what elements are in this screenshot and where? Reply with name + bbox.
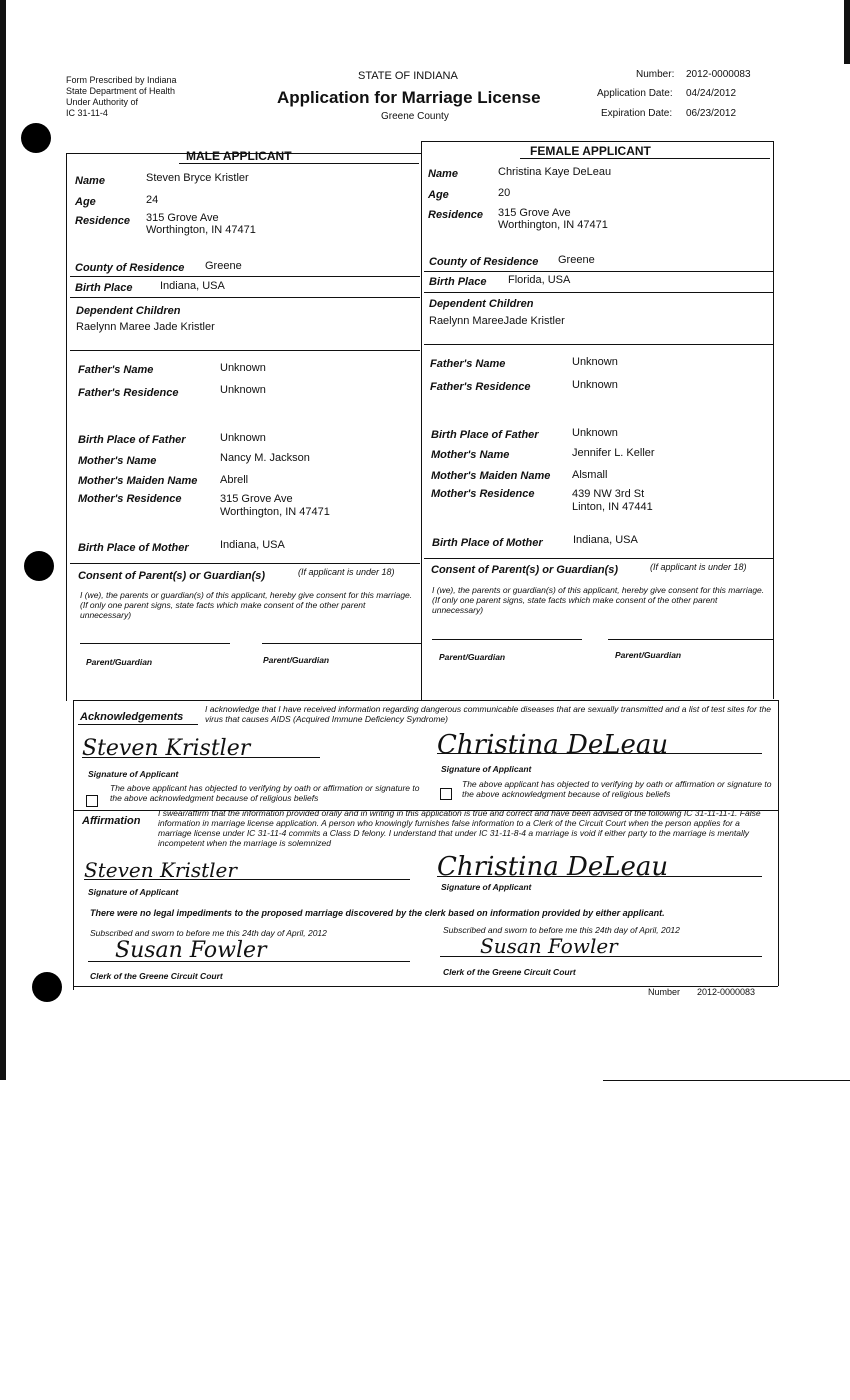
address-line: Worthington, IN 47471	[498, 219, 608, 231]
number-value: 2012-0000083	[686, 69, 751, 80]
female-consent-title: Consent of Parent(s) or Guardian(s)	[431, 564, 619, 576]
signature-line	[88, 961, 410, 962]
address-line: 315 Grove Ave	[220, 493, 293, 505]
female-affirm-sig-label: Signature of Applicant	[441, 882, 532, 892]
male-objection-text: The above applicant has objected to verifying by oath or affirmation or signature to the above acknowledgment because of religious beliefs	[110, 783, 420, 803]
female-mother-name-label: Mother's Name	[431, 449, 510, 461]
exp-date-label: Expiration Date:	[601, 108, 673, 119]
female-children-value: Raelynn MareeJade Kristler	[429, 315, 565, 327]
scan-edge	[0, 0, 6, 1080]
female-residence-label: Residence	[428, 209, 484, 221]
male-residence-value	[146, 212, 256, 236]
border	[421, 141, 422, 701]
signature-line	[608, 639, 773, 640]
male-mother-birth-value: Indiana, USA	[220, 539, 285, 551]
female-birthplace-label: Birth Place	[429, 276, 487, 288]
clerk-label-right: Clerk of the Greene Circuit Court	[443, 967, 576, 977]
female-name-label: Name	[428, 168, 458, 180]
heading-underline	[520, 158, 770, 159]
female-objection-text: The above applicant has objected to verifying by oath or affirmation or signature to the above acknowledgment because of religious beliefs	[462, 779, 772, 799]
male-father-residence-value: Unknown	[220, 384, 266, 396]
female-signature: Christina DeLeau	[437, 730, 669, 760]
female-birthplace-value: Florida, USA	[508, 274, 571, 286]
scan-edge	[844, 0, 850, 64]
female-mother-maiden-value: Alsmall	[572, 469, 608, 481]
sworn-statement-left: Subscribed and sworn to before me this 24th day of April, 2012	[90, 928, 327, 938]
male-signature: Steven Kristler	[82, 736, 251, 761]
female-applicant-heading: FEMALE APPLICANT	[530, 144, 651, 158]
male-parent-guardian-label: Parent/Guardian	[263, 655, 330, 665]
signature-line	[440, 956, 762, 957]
male-children-label: Dependent Children	[76, 305, 181, 317]
clerk-label-left: Clerk of the Greene Circuit Court	[90, 971, 223, 981]
female-parent-guardian-label: Parent/Guardian	[615, 650, 682, 660]
signature-line	[437, 876, 762, 877]
ack-title: Acknowledgements	[80, 711, 184, 723]
female-father-residence-label: Father's Residence	[430, 381, 531, 393]
male-father-birth-label: Birth Place of Father	[78, 434, 186, 446]
impediments-statement: There were no legal impediments to the proposed marriage discovered by the clerk based on information provided by either applicant.	[90, 908, 665, 918]
female-county-label: County of Residence	[429, 256, 539, 268]
male-birthplace-label: Birth Place	[75, 282, 133, 294]
border	[773, 141, 774, 699]
male-county-value: Greene	[205, 260, 242, 272]
male-mother-birth-label: Birth Place of Mother	[78, 542, 189, 554]
scan-line	[603, 1080, 850, 1081]
male-mother-residence-label: Mother's Residence	[78, 493, 182, 505]
heading-underline	[179, 163, 419, 164]
female-father-birth-value: Unknown	[572, 427, 618, 439]
address-line: Linton, IN 47441	[572, 501, 653, 513]
form-line: State Department of Health	[66, 86, 176, 96]
form-line: Under Authority of	[66, 97, 139, 107]
clerk-signature-right: Susan Fowler	[480, 934, 618, 958]
male-mother-name-value: Nancy M. Jackson	[220, 452, 310, 464]
rule	[424, 292, 774, 293]
male-mother-name-label: Mother's Name	[78, 455, 157, 467]
exp-date-value: 06/23/2012	[686, 108, 737, 119]
male-consent-title: Consent of Parent(s) or Guardian(s)	[78, 570, 266, 582]
rule	[424, 344, 774, 345]
male-affirm-sig-label: Signature of Applicant	[88, 887, 179, 897]
female-mother-residence-label: Mother's Residence	[431, 488, 535, 500]
border	[778, 700, 779, 986]
female-residence-value	[498, 207, 608, 231]
rule	[70, 297, 420, 298]
female-age-label: Age	[428, 189, 449, 201]
male-father-residence-label: Father's Residence	[78, 387, 179, 399]
female-mother-birth-value: Indiana, USA	[573, 534, 638, 546]
form-line: IC 31-11-4	[66, 108, 108, 118]
punch-hole	[32, 972, 62, 1002]
signature-line	[262, 643, 422, 644]
female-consent-text: I (we), the parents or guardian(s) of this applicant, hereby give consent for this marriage. (If only one parent signs, state facts which make consent of the other parent unnecessary)	[432, 585, 765, 615]
signature-line	[437, 753, 762, 754]
female-objection-checkbox[interactable]	[440, 788, 452, 800]
border	[421, 141, 773, 142]
affirm-title: Affirmation	[82, 815, 141, 827]
border	[73, 700, 778, 701]
female-father-residence-value: Unknown	[572, 379, 618, 391]
female-father-name-label: Father's Name	[430, 358, 506, 370]
female-parent-guardian-label: Parent/Guardian	[439, 652, 506, 662]
address-line: Worthington, IN 47471	[146, 224, 256, 236]
app-date-label: Application Date:	[597, 88, 673, 99]
female-children-label: Dependent Children	[429, 298, 534, 310]
male-objection-checkbox[interactable]	[86, 795, 98, 807]
address-line: 439 NW 3rd St	[572, 488, 645, 500]
male-consent-note: (If applicant is under 18)	[298, 567, 395, 577]
male-applicant-heading: MALE APPLICANT	[186, 149, 292, 163]
county-heading: Greene County	[381, 111, 449, 122]
female-consent-note: (If applicant is under 18)	[650, 562, 747, 572]
male-residence-label: Residence	[75, 215, 131, 227]
male-age-label: Age	[75, 196, 96, 208]
rule	[70, 276, 420, 277]
rule	[70, 350, 420, 351]
female-affirm-signature: Christina DeLeau	[437, 852, 669, 882]
female-father-birth-label: Birth Place of Father	[431, 429, 539, 441]
rule	[78, 724, 198, 725]
female-mother-name-value: Jennifer L. Keller	[572, 447, 655, 459]
male-father-name-label: Father's Name	[78, 364, 154, 376]
address-line: Worthington, IN 47471	[220, 506, 330, 518]
male-parent-guardian-label: Parent/Guardian	[86, 657, 153, 667]
punch-hole	[24, 551, 54, 581]
female-father-name-value: Unknown	[572, 356, 618, 368]
ack-text: I acknowledge that I have received information regarding dangerous communicable diseases that are sexually transmitted and a list of test sites for the virus that causes AIDS (Acquired Immune Deficiency Syndrome)	[205, 704, 772, 724]
female-age-value: 20	[498, 187, 511, 199]
male-mother-residence-value	[220, 493, 330, 519]
sworn-statement-right: Subscribed and sworn to before me this 24th day of April, 2012	[443, 925, 680, 935]
male-birthplace-value: Indiana, USA	[160, 280, 225, 292]
signature-line	[84, 879, 410, 880]
female-name-value: Christina Kaye DeLeau	[498, 166, 612, 178]
app-date-value: 04/24/2012	[686, 88, 737, 99]
male-name-value: Steven Bryce Kristler	[146, 172, 249, 184]
address-line: 315 Grove Ave	[498, 207, 571, 219]
state-heading: STATE OF INDIANA	[358, 70, 458, 82]
male-county-label: County of Residence	[75, 262, 185, 274]
male-children-value: Raelynn Maree Jade Kristler	[76, 321, 215, 333]
rule	[70, 563, 420, 564]
rule	[424, 558, 774, 559]
female-county-value: Greene	[558, 254, 595, 266]
signature-line	[80, 643, 230, 644]
male-mother-maiden-label: Mother's Maiden Name	[78, 475, 198, 487]
form-line: Form Prescribed by Indiana	[66, 75, 177, 85]
signature-line	[82, 757, 320, 758]
number-label: Number:	[636, 69, 675, 80]
female-mother-birth-label: Birth Place of Mother	[432, 537, 543, 549]
male-age-value: 24	[146, 194, 159, 206]
page-title: Application for Marriage License	[277, 88, 541, 107]
male-ack-sig-label: Signature of Applicant	[88, 769, 179, 779]
form-authority	[66, 75, 177, 119]
male-name-label: Name	[75, 175, 105, 187]
male-father-birth-value: Unknown	[220, 432, 266, 444]
female-mother-residence-value	[572, 488, 653, 514]
female-mother-maiden-label: Mother's Maiden Name	[431, 470, 551, 482]
border	[73, 700, 74, 990]
punch-hole	[21, 123, 51, 153]
border	[66, 153, 67, 701]
affirm-text: I swear/affirm that the information provided orally and in writing in this application is true and correct and have been advised of the following IC 31-11-11-1. False information in marriage license application. A person who knowingly furnishes false information to a Clerk of the Circuit Court when the person applies for a marriage license under IC 31-11-4 commits a Class D felony. I understand that under IC 31-11-8-4 a marriage is void if either party to the marriage is mentally incompetent when the marriage is solemnized	[158, 808, 761, 848]
male-father-name-value: Unknown	[220, 362, 266, 374]
rule	[424, 271, 774, 272]
address-line: 315 Grove Ave	[146, 212, 219, 224]
male-affirm-signature: Steven Kristler	[84, 858, 237, 882]
male-consent-text: I (we), the parents or guardian(s) of this applicant, hereby give consent for this marriage. (If only one parent signs, state facts which make consent of the other parent unnecessary)	[80, 590, 413, 620]
female-ack-sig-label: Signature of Applicant	[441, 764, 532, 774]
footer-number-label: Number	[648, 987, 681, 997]
footer-number-value: 2012-0000083	[697, 987, 756, 997]
male-mother-maiden-value: Abrell	[220, 474, 249, 486]
signature-line	[432, 639, 582, 640]
clerk-signature-left: Susan Fowler	[115, 938, 267, 963]
